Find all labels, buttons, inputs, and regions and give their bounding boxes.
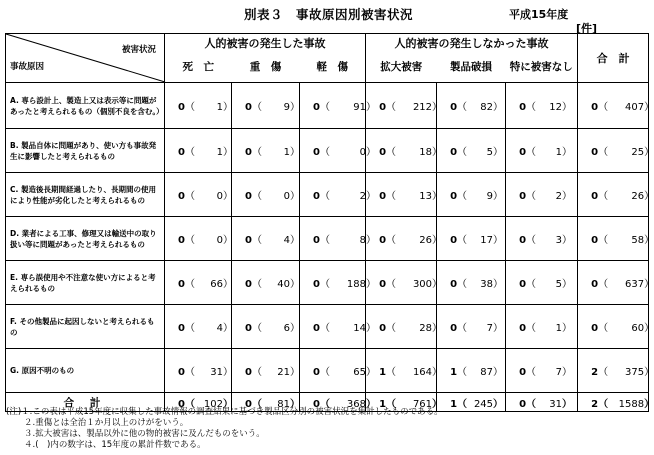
cause-label: A. 専ら設計上、製造上又は表示等に問題があったと考えられるもの（個別不良を含む。）	[6, 83, 165, 129]
count-cell: 0（ 26）	[366, 217, 437, 261]
count-cell: 0（ 407）	[578, 83, 649, 129]
total-cell: 0（ 81）	[232, 393, 300, 412]
cause-label: F. その他製品に起因しないと考えられるもの	[6, 305, 165, 349]
count-cell: 0（ 21）	[232, 349, 300, 393]
corner-top-label: 被害状況	[121, 45, 156, 55]
count-cell: 0（ 637）	[578, 261, 649, 305]
group-without-injury: 人的被害の発生しなかった事故	[366, 34, 578, 52]
cause-label: E. 専ら誤使用や不注意な使い方によると考えられるもの	[6, 261, 165, 305]
count-cell: 0（ 0）	[232, 173, 300, 217]
count-cell: 0（ 9）	[232, 83, 300, 129]
count-cell: 0（ 82）	[437, 83, 506, 129]
count-cell: 0（ 5）	[437, 129, 506, 173]
count-cell: 0（ 60）	[578, 305, 649, 349]
col-minor-injury: 軽 傷	[300, 51, 366, 82]
count-cell: 0（ 28）	[366, 305, 437, 349]
corner-diagonal	[6, 34, 165, 82]
count-cell: 0（ 66）	[165, 261, 232, 305]
count-cell: 0（ 1）	[165, 129, 232, 173]
corner-header	[6, 34, 165, 83]
col-death: 死 亡	[165, 51, 232, 82]
count-cell: 0（ 4）	[165, 305, 232, 349]
table-row	[6, 129, 649, 173]
table-title: 別表３ 事故原因別被害状況	[244, 7, 414, 22]
count-cell: 0（ 188）	[300, 261, 366, 305]
count-cell: 0（ 6）	[232, 305, 300, 349]
count-cell: 0（ 2）	[300, 173, 366, 217]
count-cell: 0（ 25）	[578, 129, 649, 173]
cause-label: G. 原因不明のもの	[6, 349, 165, 393]
count-cell: 1（ 164）	[366, 349, 437, 393]
count-cell: 0（ 13）	[366, 173, 437, 217]
data-rows	[6, 83, 654, 393]
table-row	[6, 305, 649, 349]
count-cell: 0（ 65）	[300, 349, 366, 393]
table-row	[6, 217, 649, 261]
count-cell: 0（ 0）	[165, 217, 232, 261]
total-row-label: 合 計	[6, 393, 165, 412]
count-cell: 0（ 300）	[366, 261, 437, 305]
total-cell: 0（ 102）	[165, 393, 232, 412]
footnote: ４.( )内の数字は、15年度の累計件数である。	[24, 440, 206, 450]
count-cell: 0（ 14）	[300, 305, 366, 349]
count-cell: 2（ 375）	[578, 349, 649, 393]
fiscal-year: 平成15年度	[509, 8, 569, 21]
table-row	[6, 173, 649, 217]
count-cell: 0（ 1）	[165, 83, 232, 129]
count-cell: 0（ 18）	[366, 129, 437, 173]
count-cell: 0（ 26）	[578, 173, 649, 217]
count-cell: 0（ 0）	[300, 129, 366, 173]
footnote: (注)１.この表は平成15年度に収集した事故情報の調査結果に基づき製品区分別の被害状況を集計したものである。	[6, 407, 443, 417]
count-cell: 1（ 87）	[437, 349, 506, 393]
footnote: ２.重傷とは全治１か月以上のけがをいう。	[24, 418, 189, 428]
total-cell: 0（ 31）	[506, 393, 578, 412]
count-cell: 0（ 7）	[506, 349, 578, 393]
count-cell: 0（ 0）	[165, 173, 232, 217]
total-cell: 2（ 1588）	[578, 393, 649, 412]
count-cell: 0（ 1）	[232, 129, 300, 173]
count-cell: 0（ 58）	[578, 217, 649, 261]
footnote: ３.拡大被害は、製品以外に他の物的被害に及んだものをいう。	[24, 429, 265, 439]
col-product-damage: 製品破損	[437, 51, 506, 82]
count-cell: 0（ 8）	[300, 217, 366, 261]
group-with-injury: 人的被害の発生した事故	[165, 34, 366, 52]
count-cell: 0（ 40）	[232, 261, 300, 305]
unit-label: [件]	[576, 22, 598, 35]
corner-bottom-label: 事故原因	[10, 62, 45, 72]
count-cell: 0（ 2）	[506, 173, 578, 217]
count-cell: 0（ 31）	[165, 349, 232, 393]
total-cell: 1（ 245）	[437, 393, 506, 412]
cause-label: D. 業者による工事、修理又は輸送中の取り扱い等に問題があったと考えられるもの	[6, 217, 165, 261]
table-row	[6, 349, 649, 393]
col-extended-damage: 拡大被害	[366, 51, 437, 82]
count-cell: 0（ 4）	[232, 217, 300, 261]
count-cell: 0（ 38）	[437, 261, 506, 305]
count-cell: 0（ 17）	[437, 217, 506, 261]
footnotes	[6, 407, 443, 451]
count-cell: 0（ 1）	[506, 305, 578, 349]
count-cell: 0（ 3）	[506, 217, 578, 261]
cause-label: C. 製造後長期間経過したり、長期間の使用により性能が劣化したと考えられるもの	[6, 173, 165, 217]
accident-cause-table	[5, 33, 654, 412]
total-header: 合 計	[578, 34, 649, 83]
table-row	[6, 261, 649, 305]
count-cell: 0（ 9）	[437, 173, 506, 217]
title-row	[0, 4, 654, 22]
cause-label: B. 製品自体に問題があり、使い方も事故発生に影響したと考えられるもの	[6, 129, 165, 173]
col-serious-injury: 重 傷	[232, 51, 300, 82]
count-cell: 0（ 91）	[300, 83, 366, 129]
col-no-damage: 特に被害なし	[506, 51, 578, 82]
count-cell: 0（ 12）	[506, 83, 578, 129]
count-cell: 0（ 212）	[366, 83, 437, 129]
total-cell: 1（ 761）	[366, 393, 437, 412]
count-cell: 0（ 7）	[437, 305, 506, 349]
total-cell: 0（ 368）	[300, 393, 366, 412]
count-cell: 0（ 5）	[506, 261, 578, 305]
count-cell: 0（ 1）	[506, 129, 578, 173]
table-row	[6, 83, 649, 129]
